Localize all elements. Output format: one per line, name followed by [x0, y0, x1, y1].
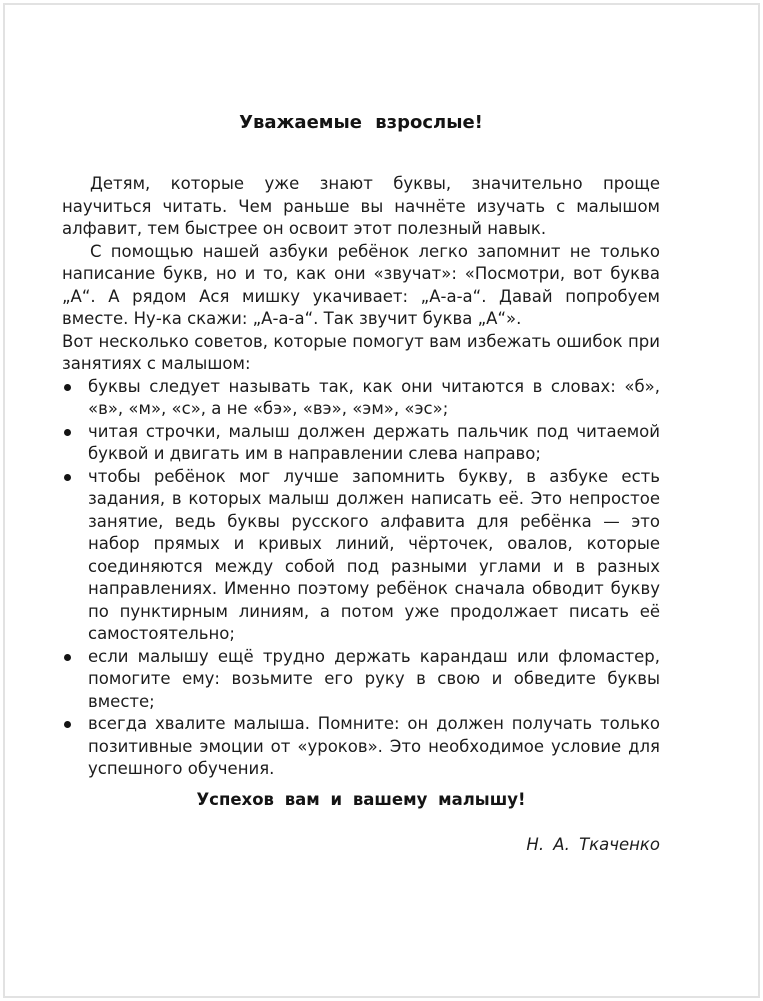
list-item-text: читая строчки, малыш должен держать пальчик под читаемой буквой и двигать им в направлении слева направо;: [88, 421, 660, 463]
list-item-text: если малышу ещё трудно держать карандаш или фломастер, помогите ему: возьмите его руку в свою и обведите буквы вместе;: [88, 646, 660, 711]
author-signature: Н. А. Ткаченко: [526, 834, 660, 854]
paragraph-advice-lead: Вот несколько советов, которые помогут вам избежать ошибок при занятиях с малышом:: [62, 331, 660, 373]
page-title: Уважаемые взрослые!: [239, 112, 483, 133]
bullet-icon: [64, 384, 71, 391]
list-item: [62, 646, 660, 714]
bullet-icon: [64, 721, 71, 728]
page-content: [62, 112, 660, 854]
bullet-icon: [64, 654, 71, 661]
body-text: [62, 173, 660, 781]
paragraph-intro: Детям, которые уже знают буквы, значительно проще научиться читать. Чем раньше вы начнёте изучать с малышом алфавит, тем быстрее он освоит этот полезный навык.: [62, 174, 660, 238]
list-item-text: чтобы ребёнок мог лучше запомнить букву, в азбуке есть задания, в которых малыш должен написать её. Это непростое занятие, ведь буквы русского алфавита для ребёнка — это набор прямых и кривых линий, чёрточек, овалов, которые соединяются между собой под разными углами и в разных направлениях. Именно поэтому ребёнок сначала обводит букву по пунктирным линиям, а потом уже продолжает писать её самостоятельно;: [88, 466, 660, 643]
paragraph-azbuka: С помощью нашей азбуки ребёнок легко запомнит не только написание букв, но и то, как они «звучат»: «Посмотри, вот буква „А“. А рядом Ася мишку укачивает: „А-а-а“. Давай попробуем вместе. Ну-ка скажи: „А-а-а“. Так звучит буква „А“».: [62, 241, 660, 328]
bullet-icon: [64, 474, 71, 481]
bullet-icon: [64, 429, 71, 436]
list-item: [62, 466, 660, 646]
list-item-text: буквы следует называть так, как они читаются в словах: «б», «в», «м», «с», а не «бэ», «вэ», «эм», «эс»;: [88, 376, 660, 418]
list-item: [62, 421, 660, 466]
advice-list: [62, 376, 660, 781]
list-item: [62, 713, 660, 781]
list-item-text: всегда хвалите малыша. Помните: он должен получать только позитивные эмоции от «уроков». Это необходимое условие для успешного обучения.: [88, 714, 660, 778]
closing-line: Успехов вам и вашему малышу!: [196, 789, 526, 809]
list-item: [62, 376, 660, 421]
